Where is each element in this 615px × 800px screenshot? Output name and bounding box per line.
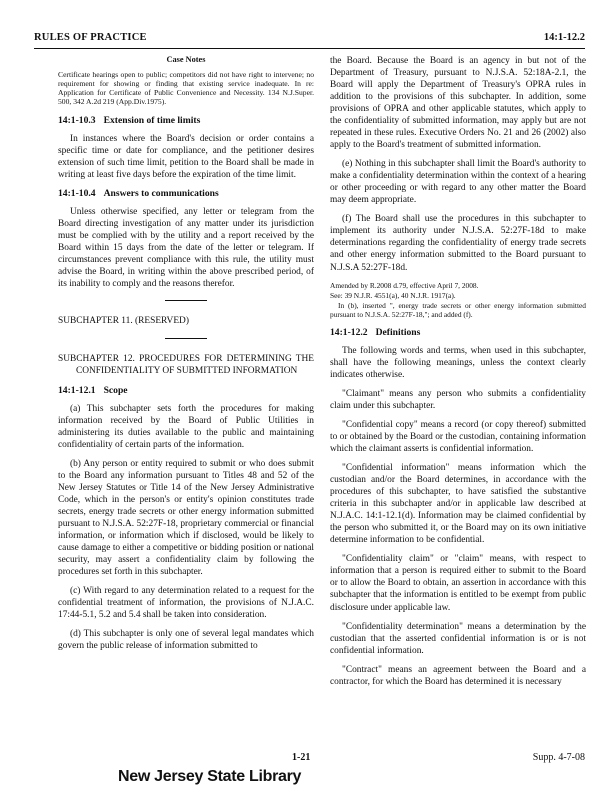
paragraph: (d) This subchapter is only one of several legal mandates which govern the public release of information submitted to [58, 629, 314, 652]
section-number: 14:1-10.4 [58, 188, 96, 199]
supplement-date: Supp. 4-7-08 [532, 752, 585, 763]
definition: "Confidentiality determination" means a determination by the custodian that the asserted confidential information is or is not confidential information. [330, 621, 586, 656]
paragraph: The following words and terms, when used in this subchapter, shall have the following meanings, unless the context clearly indicates otherwise. [330, 345, 586, 380]
divider [165, 338, 207, 339]
paragraph: (c) With regard to any determination related to a request for the confidential treatment of information, the provisions of N.J.A.C. 17:44-5.1, 5.2 and 5.4 shall be taken into consideration. [58, 586, 314, 621]
header-section: 14:1-12.2 [543, 32, 585, 43]
section-title: Answers to communications [103, 188, 219, 199]
section-heading-12-1 [58, 385, 314, 397]
section-heading-12-2 [330, 327, 586, 339]
case-note: Certificate hearings open to public; competitors did not have right to intervene; no requirement for showing or finding that existing service inadequate. In re: Application for Certificate of Public Convenience and Necessity. 134 N.J.Super. 500, 342 A.2d 219 (App.Div.1975). [58, 69, 314, 107]
library-watermark: New Jersey State Library [118, 768, 302, 785]
paragraph: (f) The Board shall use the procedures in this subchapter to implement its authority under N.J.S.A. 52:27F-18d to make determinations regarding the confidentiality of energy trade secrets and other energy information submitted to the Board pursuant to N.J.S.A 52:27F-18d. [330, 214, 586, 273]
definition: "Confidential information" means information which the custodian and/or the Board determines, in accordance with the procedures of this subchapter, to have satisfied the substantive criteria in this subchapter and/or in applicable law described at N.J.A.C. 14:1-12.1(d). Information may be claimed confidential by the person who submitted it, or the Board may on its own initiative determine information to be confidential. [330, 463, 586, 546]
amendment-note: Amended by R.2008 d.79, effective April 7, 2008. [330, 280, 479, 290]
right-column [330, 55, 586, 695]
definition: "Claimant" means any person who submits a confidentiality claim under this subchapter. [330, 389, 586, 412]
subchapter-11-heading: SUBCHAPTER 11. (RESERVED) [58, 316, 189, 327]
left-column [58, 55, 314, 659]
paragraph: Unless otherwise specified, any letter or telegram from the Board directing investigation of any matter under its jurisdiction must be complied with by the utility and a report received by the Board within 15 days from the date of the letter or telegram. If circumstances prevent compliance with this rule, the utility must advise the Board, in writing within the above prescribed period, of its inability to comply and the reasons therefor. [58, 207, 314, 290]
paragraph: In instances where the Board's decision or order contains a specific time or date for compliance, and the petitioner desires extension of such time limit, petition to the Board shall be made in writing at least five days before the expiration of the time limit. [58, 133, 314, 180]
section-title: Extension of time limits [103, 114, 201, 126]
definition: "Confidentiality claim" or "claim" means, with respect to information that a person is required either to submit to the Board or to allow the Board to obtain, an assertion in accordance with this subchapter that the information is entitled to be exempt from public disclosure under applicable law. [330, 554, 586, 613]
subchapter-12-heading: SUBCHAPTER 12. PROCEDURES FOR DETERMINING THE CONFIDENTIALITY OF SUBMITTED INFORMATION [58, 353, 314, 376]
amendment-note: See: 39 N.J.R. 4551(a), 40 N.J.R. 1917(a). [330, 290, 456, 300]
running-header [34, 32, 585, 49]
section-heading-10-3 [58, 115, 314, 127]
paragraph: (e) Nothing in this subchapter shall limit the Board's authority to make a confidentiality determination within the context of a hearing or other proceeding or with regard to any other matter the Board may deem appropriate. [330, 159, 586, 206]
section-title: Scope [103, 384, 128, 396]
amendment-note: In (b), inserted ", energy trade secrets or other energy information submitted pursuant to N.J.S.A. 52:27F-18,"; and added (f). [330, 300, 586, 319]
paragraph: the Board. Because the Board is an agency in but not of the Department of Treasury, pursuant to N.J.S.A. 52:18A-2.1, the Board will apply the Department of Treasury's OPRA rules in addition to the provisions of this subchapter. In addition, some provisions of OPRA and other applicable statutes, which apply to the confidentiality of submitted information, may apply but are not repeated in these rules. Executive Orders No. 21 and 26 (2002) also apply to the Board's treatment of submitted information. [330, 56, 586, 151]
page-number: 1-21 [292, 752, 311, 763]
paragraph: (a) This subchapter sets forth the procedures for making information received by the Board of Public Utilities in administering its duties available to the public and maintaining confidentiality of certain parts of the information. [58, 403, 314, 450]
divider [165, 300, 207, 301]
section-number: 14:1-12.2 [330, 326, 368, 338]
header-title: RULES OF PRACTICE [34, 32, 147, 43]
case-notes-heading: Case Notes [166, 55, 206, 64]
section-number: 14:1-10.3 [58, 114, 96, 126]
definition: "Contract" means an agreement between the Board and a contractor, for which the Board has determined it is necessary [330, 664, 586, 687]
section-title: Definitions [375, 326, 421, 338]
definition: "Confidential copy" means a record (or copy thereof) submitted to or obtained by the Board or the custodian, containing information which the claimant asserts is confidential information. [330, 420, 586, 455]
section-number: 14:1-12.1 [58, 384, 96, 396]
paragraph: (b) Any person or entity required to submit or who does submit to the Board any information pursuant to Titles 48 and 52 of the New Jersey Statutes or Title 14 of the New Jersey Administrative Code, which in the person's or entity's opinion constitutes trade secrets, energy trade secrets or other energy information submitted pursuant to N.J.S.A. 52:27F-18, proprietary commercial or financial information, or information which if disclosed, would be likely to cause damage to either a competitive or bidding position or national security, may assert a confidentiality claim by following the procedures set forth in this subchapter. [58, 458, 314, 578]
section-heading-10-4 [58, 188, 314, 200]
